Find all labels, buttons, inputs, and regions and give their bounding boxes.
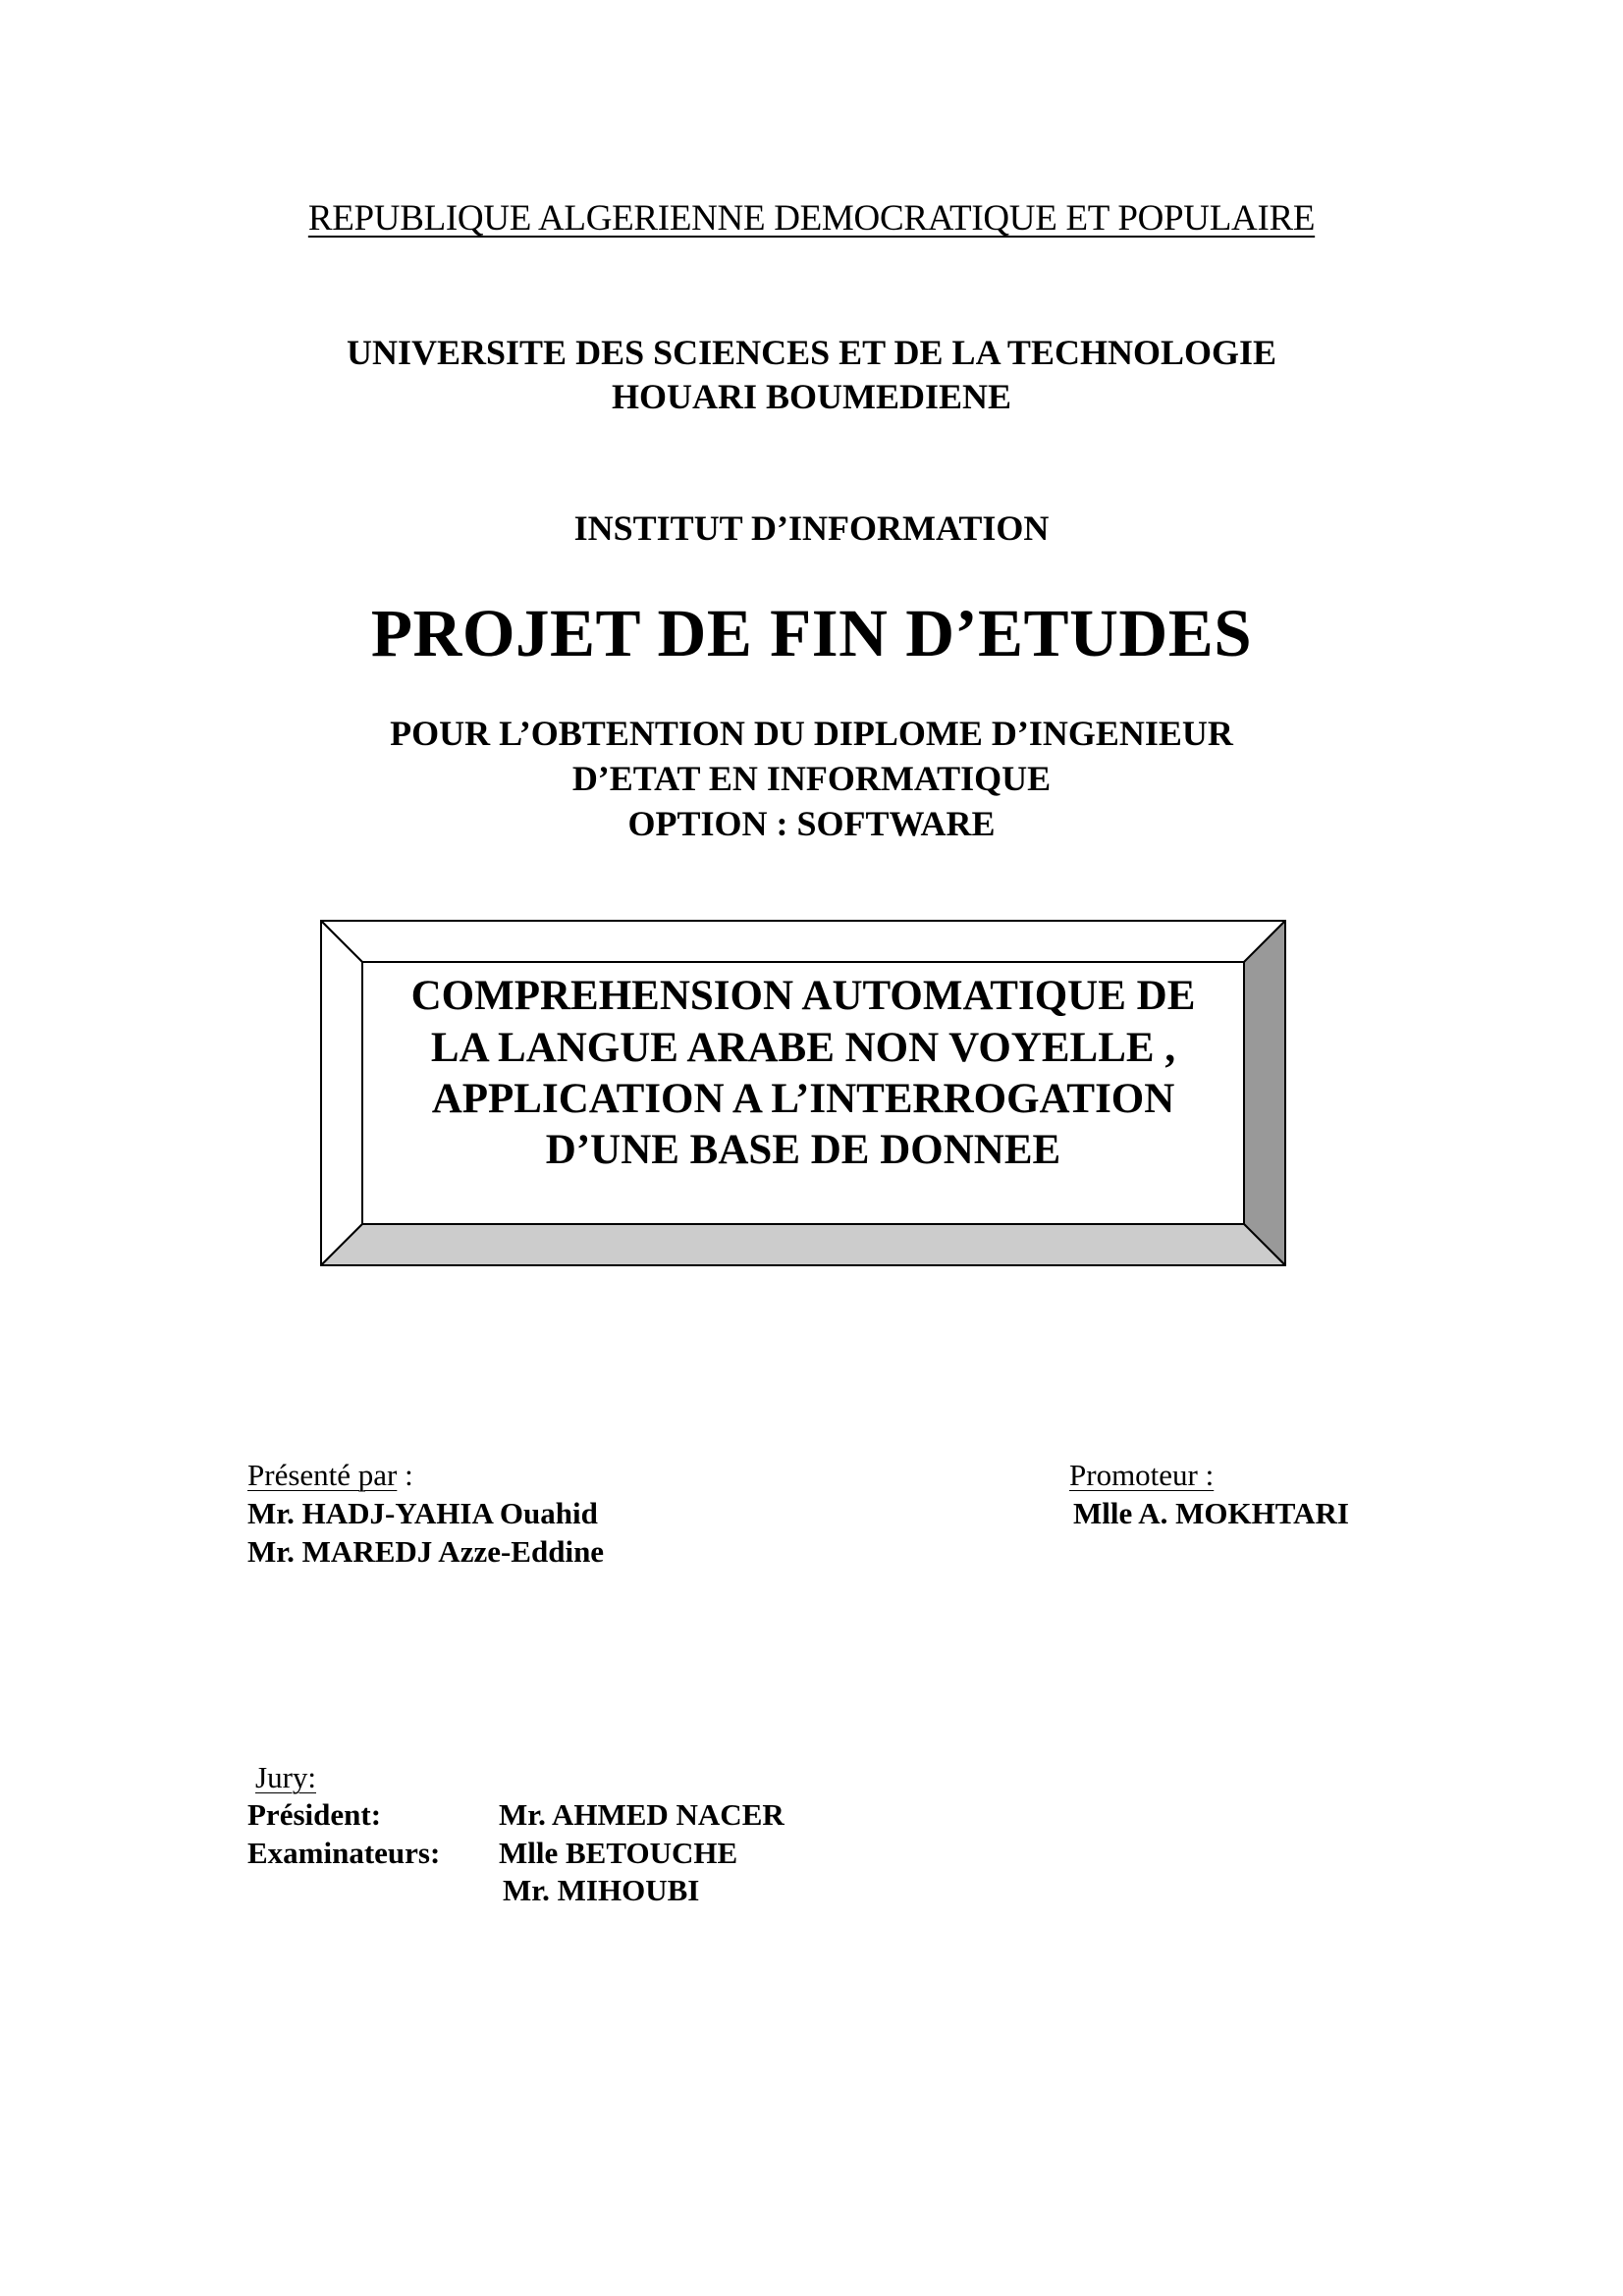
university-name-line-2: HOUARI BOUMEDIENE [611, 377, 1012, 416]
jury-president-name: Mr. AHMED NACER [499, 1797, 784, 1832]
jury-examiner-name-2: Mr. MIHOUBI [503, 1873, 700, 1907]
subject-title-line-4: D’UNE BASE DE DONNEE [545, 1127, 1061, 1173]
jury-examiners-role: Examinateurs: [247, 1836, 441, 1870]
bevel-bottom [321, 1224, 1285, 1265]
subject-title-line-2: LA LANGUE ARABE NON VOYELLE , [430, 1025, 1176, 1071]
jury-label: Jury: [255, 1760, 316, 1794]
diploma-line-2: D’ETAT EN INFORMATIQUE [571, 759, 1052, 798]
republic-heading: REPUBLIQUE ALGERIENNE DEMOCRATIQUE ET POPULAIRE [307, 198, 1316, 239]
jury-examiner-name-1: Mlle BETOUCHE [499, 1836, 738, 1870]
diploma-option: OPTION : SOFTWARE [627, 804, 996, 843]
subject-title-line-3: APPLICATION A L’INTERROGATION [431, 1076, 1175, 1122]
university-name-line-1: UNIVERSITE DES SCIENCES ET DE LA TECHNOLOGIE [347, 333, 1276, 372]
promoter-label: Promoteur : [1069, 1458, 1215, 1492]
subject-title-line-1: COMPREHENSION AUTOMATIQUE DE [410, 973, 1196, 1019]
jury-president-role: Président: [247, 1797, 382, 1832]
presented-by-colon: : [397, 1458, 413, 1492]
bevel-top [321, 921, 1285, 962]
presented-by-label [247, 1458, 413, 1493]
promoter-name: Mlle A. MOKHTARI [1073, 1496, 1349, 1530]
page-title: PROJET DE FIN D’ETUDES [370, 596, 1253, 670]
student-name-2: Mr. MAREDJ Azze-Eddine [247, 1534, 605, 1569]
diploma-line-1: POUR L’OBTENTION DU DIPLOME D’INGENIEUR [390, 714, 1233, 753]
presented-by-text: Présenté par [247, 1458, 398, 1492]
student-name-1: Mr. HADJ-YAHIA Ouahid [247, 1496, 598, 1530]
institute-name: INSTITUT D’INFORMATION [573, 508, 1050, 548]
